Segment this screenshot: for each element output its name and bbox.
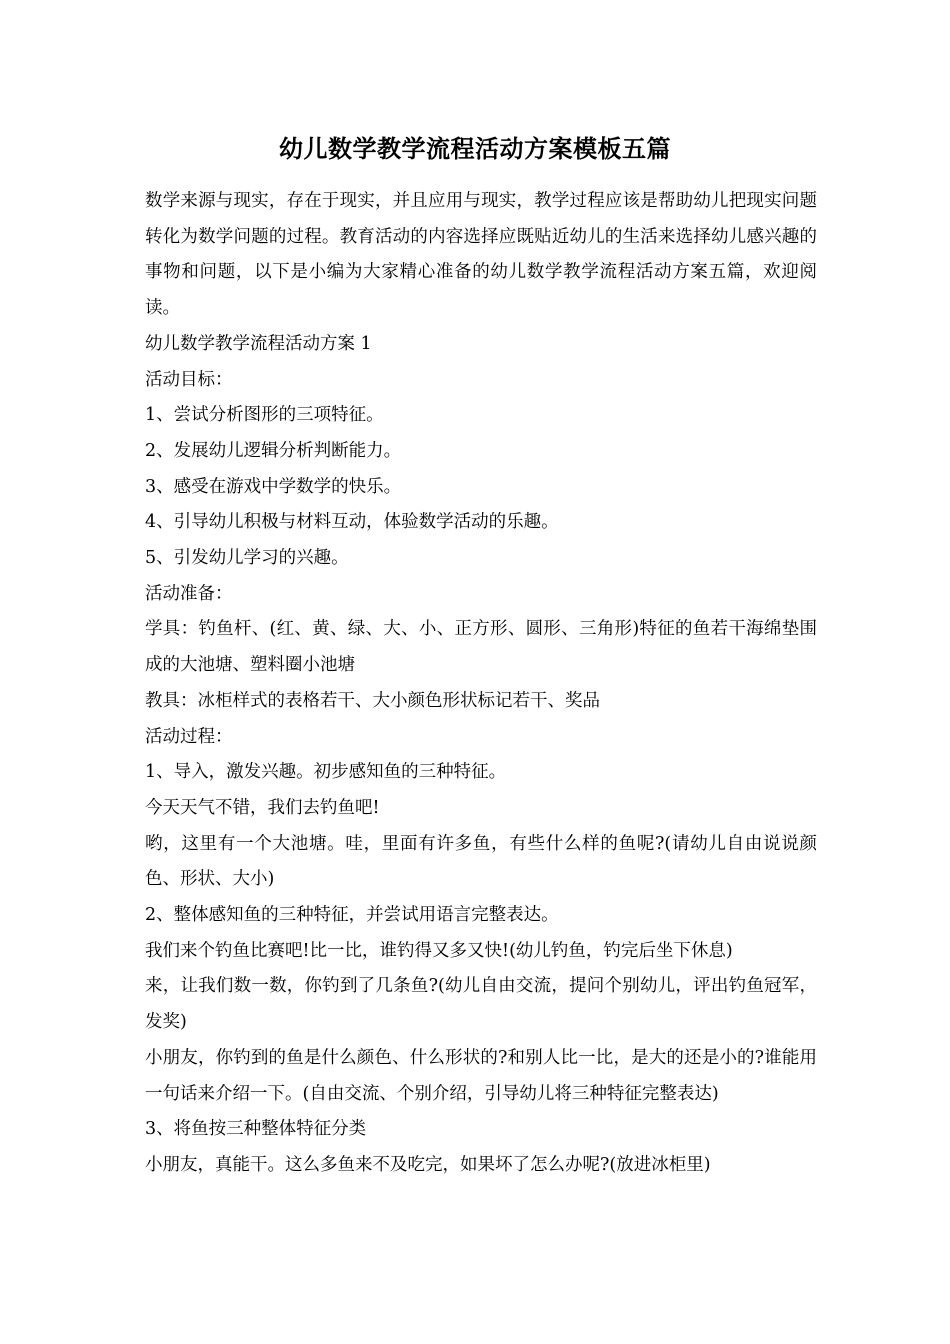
process-text: 来，让我们数一数，你钓到了几条鱼?(幼儿自由交流，提问个别幼儿，评出钓鱼冠军，发奖) bbox=[145, 976, 817, 1033]
document-title: 幼儿数学教学流程活动方案模板五篇 bbox=[279, 134, 671, 163]
process-text: 今天天气不错，我们去钓鱼吧! bbox=[145, 797, 380, 818]
goal-item: 3、感受在游戏中学数学的快乐。 bbox=[145, 476, 402, 497]
teacher-materials: 教具：冰柜样式的表格若干、大小颜色形状标记若干、奖品 bbox=[145, 690, 600, 711]
section-heading: 幼儿数学教学流程活动方案 1 bbox=[145, 333, 372, 354]
process-text: 小朋友，真能干。这么多鱼来不及吃完，如果坏了怎么办呢?(放进冰柜里) bbox=[145, 1154, 711, 1175]
preparation-heading: 活动准备： bbox=[145, 583, 233, 604]
process-text: 我们来个钓鱼比赛吧!比一比，谁钓得又多又快!(幼儿钓鱼，钓完后坐下休息) bbox=[145, 940, 733, 961]
document-body bbox=[145, 184, 817, 1184]
student-materials: 学具：钓鱼杆、(红、黄、绿、大、小、正方形、圆形、三角形)特征的鱼若干海绵垫围成的大池塘、塑料圈小池塘 bbox=[145, 619, 817, 676]
process-step: 2、整体感知鱼的三种特征，并尝试用语言完整表达。 bbox=[145, 905, 559, 926]
goal-item: 4、引导幼儿积极与材料互动，体验数学活动的乐趣。 bbox=[145, 512, 559, 533]
intro-paragraph: 数学来源与现实，存在于现实，并且应用与现实，教学过程应该是帮助幼儿把现实问题转化为数学问题的过程。教育活动的内容选择应既贴近幼儿的生活来选择幼儿感兴趣的事物和问题，以下是小编为大家精心准备的幼儿数学教学流程活动方案五篇，欢迎阅读。 bbox=[145, 191, 817, 319]
goal-item: 1、尝试分析图形的三项特征。 bbox=[145, 405, 384, 426]
process-step: 1、导入，激发兴趣。初步感知鱼的三种特征。 bbox=[145, 762, 507, 783]
goal-item: 2、发展幼儿逻辑分析判断能力。 bbox=[145, 440, 402, 461]
goals-heading: 活动目标： bbox=[145, 369, 233, 390]
process-text: 哟，这里有一个大池塘。哇，里面有许多鱼，有些什么样的鱼呢?(请幼儿自由说说颜色、形状、大小) bbox=[145, 833, 817, 890]
process-text: 小朋友，你钓到的鱼是什么颜色、什么形状的?和别人比一比，是大的还是小的?谁能用一句话来介绍一下。(自由交流、个别介绍，引导幼儿将三种特征完整表达) bbox=[145, 1047, 817, 1104]
goal-item: 5、引发幼儿学习的兴趣。 bbox=[145, 548, 349, 569]
process-step: 3、将鱼按三种整体特征分类 bbox=[145, 1119, 367, 1140]
process-heading: 活动过程： bbox=[145, 726, 233, 747]
